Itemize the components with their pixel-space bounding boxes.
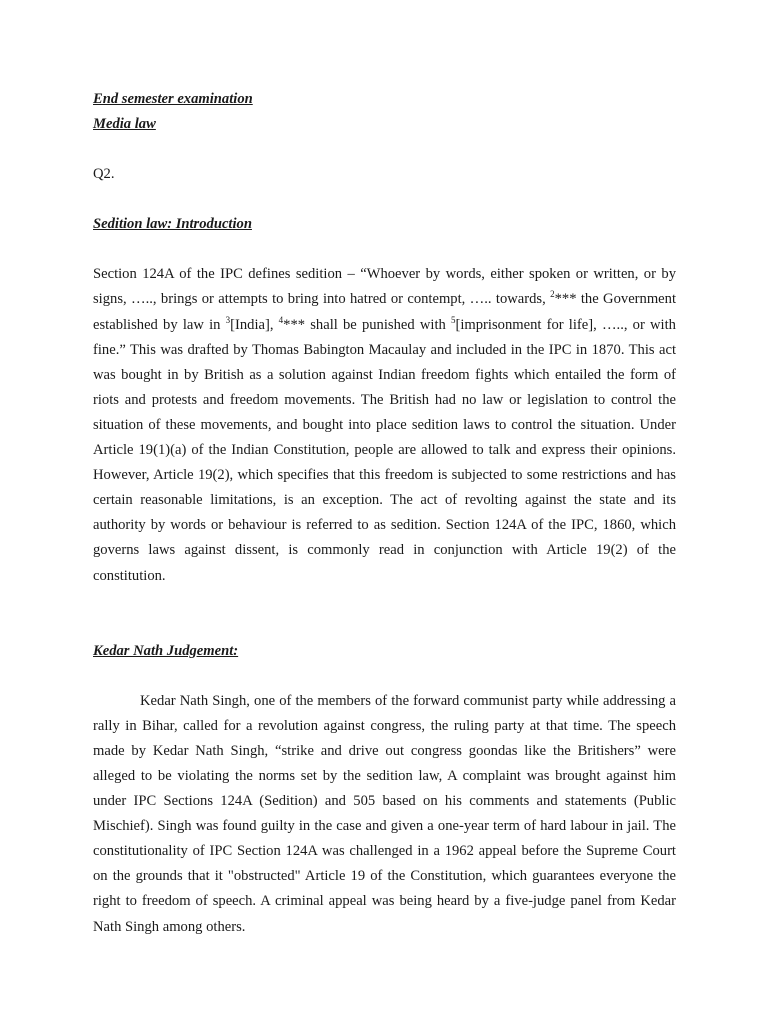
kedar-nath-paragraph: Kedar Nath Singh, one of the members of the forward communist party while addressing a rally in Bihar, called for a revolution against congress, the ruling party at that time. The speech made by Kedar Nath Singh, “strike and drive out congress goondas like the Britishers” were alleged to be violating the norms set by the sedition law, A complaint was brought against him under IPC Sections 124A (Sedition) and 505 based on his comments and statements (Public Mischief). Singh was found guilty in the case and given a one-year term of hard labour in jail. The constitutionality of IPC Section 124A was challenged in a 1962 appeal before the Supreme Court on the grounds that it "obstructed" Article 19 of the Constitution, which guarantees everyone the right to freedom of speech. A criminal appeal was being heard by a five-judge panel from Kedar Nath Singh among others. [93,692,676,935]
spacer [93,187,676,212]
footnote-2: 2 [550,289,555,300]
subject-title: Media law [93,116,156,133]
spacer [93,237,676,262]
exam-title: End semester examination [93,91,253,107]
spacer [93,589,676,639]
section-heading-kedar-nath: Kedar Nath Judgement: [93,642,239,659]
sedition-introduction-paragraph: Section 124A of the IPC defines sedition – “Whoever by words, either spoken or written, or by signs, ….., brings or attempts to bring into hatred or contempt, ….. towards, $^2$*** the Government established by law in $^3$[India], $^4$*** shall be punished with $^5$[imprisonment for life], ….., or with fine.” This was drafted by Thomas Babington Macaulay and included in the IPC in 1870. This act was bought in by British as a solution against Indian freedom fights which entailed the form of riots and protests and freedom movements. The British had no law or legislation to control the situation of these movements, and bought into place sedition laws to control the situation. Under Article 19(1)(a) of the Indian Constitution, people are allowed to talk and express their opinions. However, Article 19(2), which specifies that this freedom is subjected to some restrictions and has certain reasonable limitations, is an exception. The act of revolting against the state and its authority by words or behaviour is referred to as sedition. Section 124A of the IPC, 1860, which governs laws against dissent, is commonly read in conjunction with Article 19(2) of the constitution. [93,266,677,584]
footnote-3: 3 [225,314,231,325]
spacer [93,664,676,689]
question-label: Q2. [93,166,115,183]
footnote-5: 5 [450,314,456,325]
footnote-4: 4 [278,314,284,325]
spacer [93,137,676,162]
section-heading-sedition: Sedition law: Introduction [93,216,252,233]
